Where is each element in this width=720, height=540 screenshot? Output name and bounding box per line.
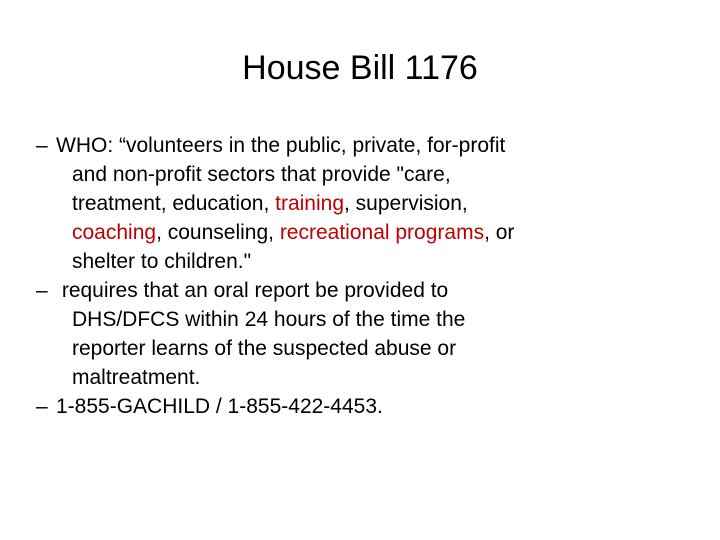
dash-bullet-icon: –	[36, 134, 48, 157]
bullet-line	[72, 189, 696, 218]
text: requires that an oral report be provided to	[56, 279, 449, 302]
bullet-hotline	[36, 392, 696, 421]
hotline-number: 1-855-GACHILD / 1-855-422-4453.	[56, 395, 383, 418]
bullet-line	[72, 305, 696, 334]
highlight-coaching: coaching	[72, 221, 157, 244]
bullet-line	[56, 392, 696, 421]
bullet-oral-report	[36, 276, 696, 392]
text: WHO: “volunteers in the public, private, for-profit	[56, 134, 506, 157]
text: shelter to children."	[72, 250, 252, 273]
text: , supervision,	[344, 192, 468, 215]
bullet-line	[72, 218, 696, 247]
highlight-training: training	[275, 192, 345, 215]
text: reporter learns of the suspected abuse or	[72, 337, 457, 360]
text: treatment, education,	[72, 192, 276, 215]
bullet-line	[72, 247, 696, 276]
text: and non-profit sectors that provide "care,	[72, 163, 451, 186]
dash-bullet-icon: –	[36, 395, 48, 418]
text: maltreatment.	[72, 366, 201, 389]
bullet-line	[56, 131, 696, 160]
bullet-line	[72, 334, 696, 363]
slide-title: House Bill 1176	[242, 49, 478, 87]
text: DHS/DFCS within 24 hours of the time the	[72, 308, 466, 331]
text: , counseling,	[156, 221, 280, 244]
bullet-who	[36, 131, 696, 276]
slide-body	[36, 131, 696, 421]
bullet-line	[72, 160, 696, 189]
text: , or	[484, 221, 515, 244]
dash-bullet-icon: –	[36, 279, 48, 302]
highlight-recreational-programs: recreational programs	[279, 221, 485, 244]
bullet-line	[56, 276, 696, 305]
bullet-line	[72, 363, 696, 392]
